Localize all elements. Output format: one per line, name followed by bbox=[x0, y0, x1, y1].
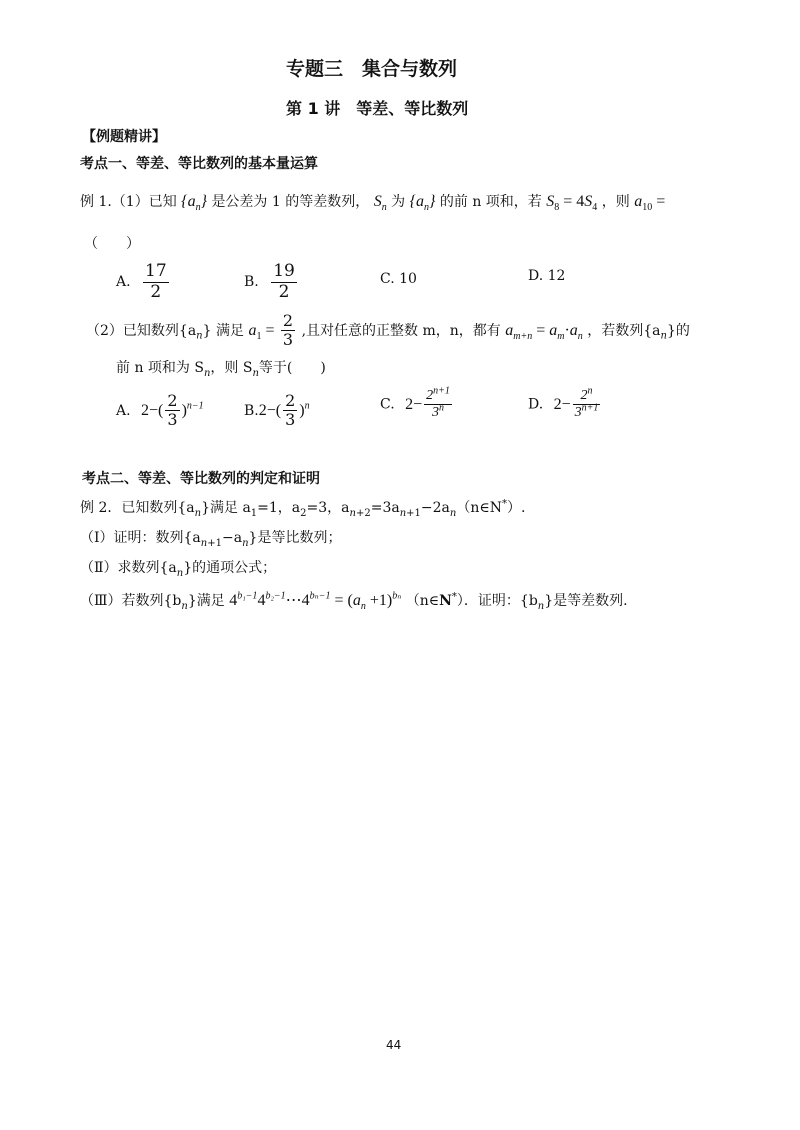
ex2-t2: =1，a bbox=[257, 500, 301, 516]
p2-option-c-label: C. bbox=[380, 396, 395, 413]
ex2-t5: −2a bbox=[420, 500, 450, 516]
ex2-q2-prefix: （Ⅱ）求数列{a bbox=[80, 560, 177, 576]
p2-option-d-label: D. bbox=[528, 396, 544, 413]
option-a-num: 17 bbox=[145, 261, 167, 281]
ex2-t7: ）. bbox=[506, 500, 526, 516]
ex1-part1-bracket: （ ） bbox=[84, 236, 140, 252]
topic1-heading: 考点一、等差、等比数列的基本量运算 bbox=[80, 156, 318, 172]
page-title: 专题三 集合与数列 bbox=[286, 58, 458, 80]
ex1-p1-text3: 的前 n 项和，若 bbox=[439, 194, 542, 210]
ex2-q3-t1: }满足 bbox=[187, 593, 225, 609]
ex2-stem: 例 2．已知数列$\{a_n\}$满足 $a_1=1$，$a_2=3$，$a_{n+2}=3a_{n+1}-2a_n(n\in N^*)$. bbox=[80, 498, 526, 519]
ex1-p2-text2: ,且对任意的正整数 m，n，都有 bbox=[301, 322, 501, 339]
ex2-q1: （Ⅰ）证明：数列$\{a_{n+1}-a_n\}$是等比数列； bbox=[80, 530, 342, 549]
option-b-num: 19 bbox=[273, 261, 295, 281]
ex1-p2-option-c: C. 2− $\frac{2^{n+1}}{3^n}$ bbox=[380, 385, 450, 421]
ex2-q3: （Ⅲ）若数列$\{b_n\}$满足 $4^{b_1-1}4^{b_2-1}\cdots 4^{b_n-1} = (a_n +1)^{b_n}$ （n∈N*）．证明：$\{b_n\}$是等差数列. bbox=[80, 590, 628, 613]
ex2-t4: =3a bbox=[370, 500, 400, 516]
ex1-part2-line2: 前 n 项和为 $S_n$，则 $S_n$等于( ) bbox=[116, 360, 326, 379]
ex1-option-a bbox=[116, 262, 171, 302]
p2-option-b-label: B. bbox=[244, 402, 259, 419]
ex2-q3-t2: （n∈ bbox=[405, 593, 440, 609]
option-b-label: B. bbox=[244, 274, 259, 291]
option-a-den: 2 bbox=[150, 281, 162, 302]
ex1-p2-line2a: 前 n 项和为 S bbox=[116, 360, 204, 376]
examples-heading: 【例题精讲】 bbox=[82, 129, 166, 145]
ex1-p2-option-d: D. 2− $\frac{2^n}{3^{n+1}}$ bbox=[528, 385, 599, 421]
ex1-option-b bbox=[244, 262, 299, 302]
ex1-p1-prefix: 例 1.（1）已知 bbox=[80, 194, 177, 210]
ex2-prefix: 例 2．已知数列{a bbox=[80, 500, 195, 516]
topic2-heading: 考点二、等差、等比数列的判定和证明 bbox=[82, 471, 320, 487]
ex1-p2-line2c: 等于( ) bbox=[258, 360, 326, 376]
ex2-q3-prefix: （Ⅲ）若数列{b bbox=[80, 593, 182, 609]
ex2-t3: =3，a bbox=[306, 500, 350, 516]
ex1-p2-text4: 的 bbox=[675, 322, 690, 339]
ex1-option-d bbox=[528, 268, 565, 284]
ex1-p2-text3: ，若数列{a bbox=[587, 322, 661, 339]
ex1-part1-stem: 例 1.（1）已知 $\{a_n\}$ 是公差为 1 的等差数列， $S_n$ 为 $\{a_n\}$ 的前 n 项和，若 $S_8 = 4S_4$ ，则 $a_{10}$ = bbox=[80, 193, 666, 214]
ex1-p2-line2b: ，则 S bbox=[210, 360, 253, 376]
option-c-text: C. 10 bbox=[380, 271, 417, 287]
ex2-t1: 满足 a bbox=[210, 500, 251, 516]
ex2-q1-t2: }是等比数列； bbox=[248, 530, 342, 546]
ex2-q1-t1: −a bbox=[222, 530, 243, 546]
ex1-p2-option-a: A. 2−( $\frac{2}{3}$ )$^{n-1}$ bbox=[116, 391, 204, 430]
ex1-p1-text4: ，则 bbox=[601, 194, 630, 210]
ex1-p1-text1: 是公差为 1 的等差数列， bbox=[211, 194, 370, 210]
ex2-q3-t4: }是等差数列. bbox=[544, 593, 628, 609]
lesson-title: 第 1 讲 等差、等比数列 bbox=[286, 99, 469, 118]
option-d-text: D. 12 bbox=[528, 268, 566, 284]
page-number: 44 bbox=[386, 1038, 402, 1052]
ex1-part2-stem: （2）已知数列$\{a_n\}$ 满足 $a_1$ = $\frac{2}{3}$ ,且对任意的正整数 m，n，都有 $a_{m+n} = a_m\cdot a_n$ ，若数列$\{a_n\}$的 bbox=[86, 311, 690, 350]
ex2-q3-t3: ）．证明：{b bbox=[456, 593, 538, 609]
ex2-t6: （n∈N bbox=[456, 500, 502, 516]
ex2-q2: （Ⅱ）求数列$\{a_n\}$的通项公式； bbox=[80, 560, 277, 579]
ex1-p2-prefix: （2）已知数列{a bbox=[86, 322, 197, 339]
p2-option-a-label: A. bbox=[116, 402, 131, 419]
ex1-p2-text1: 满足 bbox=[215, 322, 244, 339]
option-b-den: 2 bbox=[278, 281, 290, 302]
option-a-label: A. bbox=[116, 274, 131, 291]
ex1-p1-text2: 为 bbox=[391, 194, 406, 210]
ex1-p2-option-b: B.2−( $\frac{2}{3}$ )$^n$ bbox=[244, 391, 310, 430]
ex2-q1-prefix: （Ⅰ）证明：数列{a bbox=[80, 530, 201, 546]
ex2-q2-t1: }的通项公式； bbox=[183, 560, 277, 576]
ex1-option-c bbox=[380, 271, 417, 287]
